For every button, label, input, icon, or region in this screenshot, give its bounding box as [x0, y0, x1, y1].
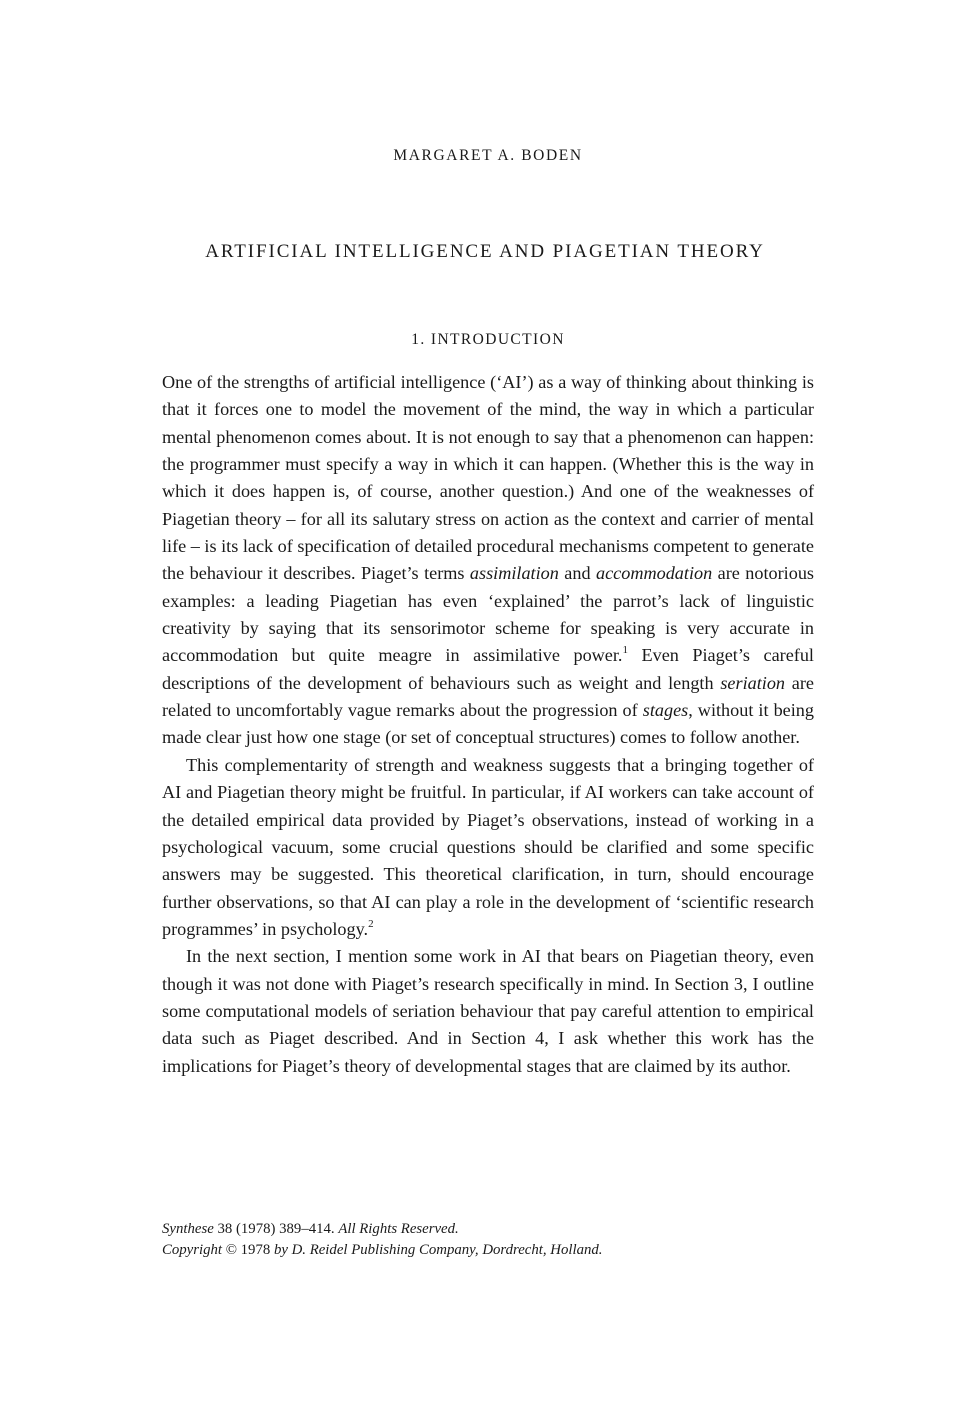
paragraph-text: In the next section, I mention some work in AI that bears on Piagetian theory, even though it was not done with Piaget’s research specifically in mind. In Section 3, I outline some computational models of seriation behaviour that pay careful attention to empirical data such as Piaget described. And in Section 4, I ask whether this work has the implications for Piaget’s theory of developmental stages that are claimed by its author. — [162, 946, 814, 1076]
publication-footer — [162, 1219, 814, 1261]
rights-statement: All Rights Reserved. — [338, 1221, 459, 1237]
copyright-year: © 1978 — [222, 1242, 274, 1258]
paragraph-text: This complementarity of strength and weakness suggests that a bringing together of AI and Piagetian theory might be fruitful. In particular, if AI workers can take account of the detailed empirical data provided by Piaget’s observations, instead of working in a psychological vacuum, some crucial questions should be clarified and some specific answers may be suggested. This theoretical clarification, in turn, should encourage further observations, so that AI can play a role in the development of ‘scientific research programmes’ in psychology. — [162, 754, 814, 939]
publisher-name: by D. Reidel Publishing Company, Dordrecht, Holland. — [273, 1242, 603, 1258]
footnote-marker: 2 — [368, 917, 374, 930]
article-title: ARTIFICIAL INTELLIGENCE AND PIAGETIAN THEORY — [205, 241, 765, 262]
paragraph-text: and — [558, 563, 597, 584]
author-name: MARGARET A. BODEN — [393, 147, 583, 164]
italic-term: stages — [642, 700, 689, 721]
footnote-marker: 1 — [622, 644, 628, 657]
journal-name: Synthese — [162, 1221, 214, 1237]
copyright-label: Copyright — [162, 1242, 223, 1258]
paragraph-text: are related to uncomfortably vague remarks about the progression of — [162, 672, 814, 721]
section-heading: 1. INTRODUCTION — [411, 331, 565, 348]
paragraph-text: are notorious examples: a leading Piagetian has even ‘explained’ the parrot’s lack of linguistic creativity by saying that its sensorimotor scheme for speaking is very accurate in accommodation but quite meagre in assimilative power. — [162, 563, 814, 666]
italic-term: seriation — [720, 672, 786, 693]
citation-line — [162, 1219, 814, 1240]
paragraph-text: Even Piaget’s careful descriptions of the development of behaviours such as weight and length — [162, 645, 814, 693]
copyright-line — [162, 1240, 814, 1261]
paragraph-3 — [162, 943, 814, 1080]
citation-details: 38 (1978) 389–414. — [213, 1221, 339, 1237]
paragraph-text: , without it being made clear just how one stage (or set of conceptual structures) comes to follow another. — [162, 700, 814, 748]
paragraph-2 — [162, 752, 814, 943]
article-body — [162, 369, 814, 1080]
paragraph-text: One of the strengths of artificial intelligence (‘AI’) as a way of thinking about thinking is that it forces one to model the movement of the mind, the way in which a particular mental phenomenon comes about. It is not enough to say that a phenomenon can happen: the programmer must specify a way in which it can happen. (Whether this is the way in which it does happen is, of course, another question.) And one of the weaknesses of Piagetian theory – for all its salutary stress on action as the context and carrier of mental life – is its lack of specification of detailed procedural mechanisms competent to generate the behaviour it describes. Piaget’s terms — [162, 372, 814, 584]
paragraph-1 — [162, 369, 814, 752]
italic-term: assimilation — [469, 563, 559, 584]
italic-term: accommodation — [596, 563, 713, 584]
